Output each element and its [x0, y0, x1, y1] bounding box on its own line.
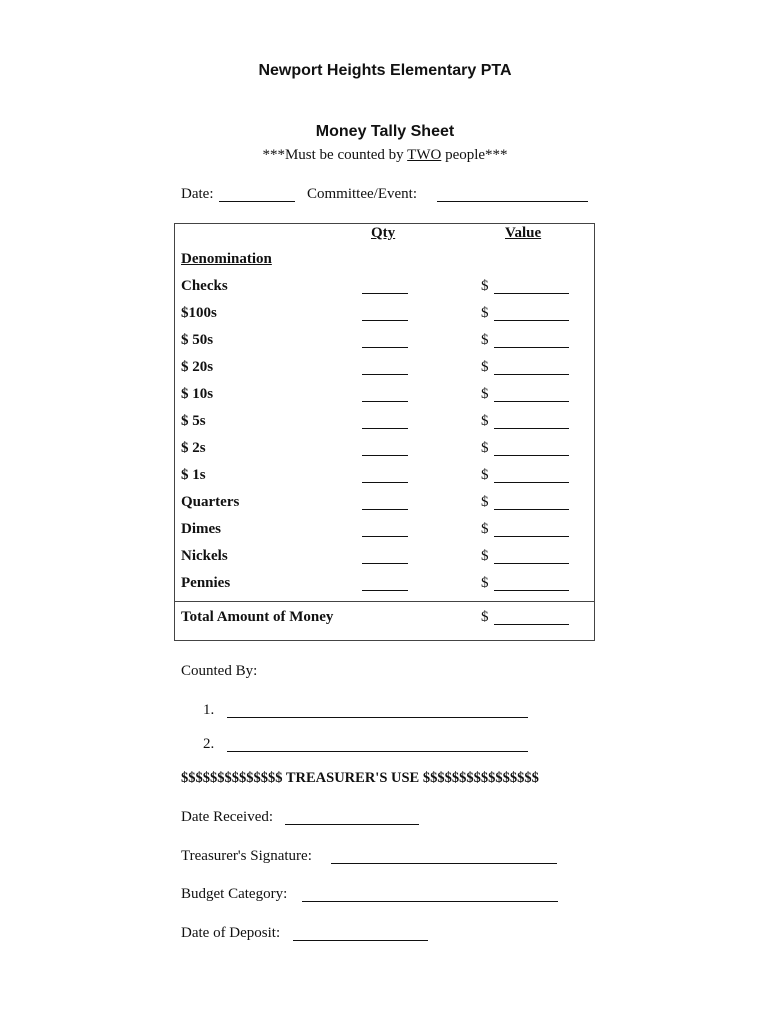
value-field[interactable]: [494, 374, 569, 375]
committee-event-label: Committee/Event:: [307, 186, 417, 202]
denomination-label: Checks: [181, 278, 228, 294]
qty-field[interactable]: [362, 482, 408, 483]
date-of-deposit-field[interactable]: [293, 940, 428, 941]
qty-field[interactable]: [362, 563, 408, 564]
currency-symbol: $: [481, 548, 489, 564]
denomination-label: $ 20s: [181, 359, 214, 375]
denomination-label: Quarters: [181, 494, 240, 510]
counter-1-number: 1.: [203, 702, 215, 718]
value-field[interactable]: [494, 509, 569, 510]
qty-field[interactable]: [362, 509, 408, 510]
denomination-label: $ 5s: [181, 413, 206, 429]
qty-field[interactable]: [362, 428, 408, 429]
counter-1-field[interactable]: [227, 717, 528, 718]
counting-note: [0, 147, 770, 164]
qty-field[interactable]: [362, 374, 408, 375]
currency-symbol: $: [481, 305, 489, 321]
treasurer-use-banner: $$$$$$$$$$$$$$ TREASURER'S USE $$$$$$$$$$$$$$$$: [181, 770, 539, 786]
date-received-field[interactable]: [285, 824, 419, 825]
counting-note-suffix: people***: [441, 147, 508, 163]
tally-total-divider: [174, 601, 595, 602]
total-currency-symbol: $: [481, 609, 489, 625]
value-field[interactable]: [494, 455, 569, 456]
counter-2-field[interactable]: [227, 751, 528, 752]
total-value-field[interactable]: [494, 624, 569, 625]
qty-field[interactable]: [362, 293, 408, 294]
denomination-label: $ 10s: [181, 386, 214, 402]
treasurer-signature-label: Treasurer's Signature:: [181, 848, 312, 864]
qty-column-header: Qty: [371, 225, 396, 241]
committee-event-field[interactable]: [437, 201, 588, 202]
value-field[interactable]: [494, 428, 569, 429]
value-field[interactable]: [494, 347, 569, 348]
denomination-label: $100s: [181, 305, 217, 321]
qty-field[interactable]: [362, 536, 408, 537]
counter-2-number: 2.: [203, 736, 215, 752]
value-field[interactable]: [494, 401, 569, 402]
date-of-deposit-label: Date of Deposit:: [181, 925, 281, 941]
date-received-label: Date Received:: [181, 809, 274, 825]
currency-symbol: $: [481, 494, 489, 510]
qty-field[interactable]: [362, 590, 408, 591]
currency-symbol: $: [481, 413, 489, 429]
denomination-label: $ 2s: [181, 440, 206, 456]
denomination-label: Nickels: [181, 548, 228, 564]
value-field[interactable]: [494, 293, 569, 294]
value-field[interactable]: [494, 320, 569, 321]
budget-category-field[interactable]: [302, 901, 558, 902]
budget-category-label: Budget Category:: [181, 886, 288, 902]
value-column-header: Value: [505, 225, 542, 241]
denomination-label: Pennies: [181, 575, 231, 591]
treasurer-signature-field[interactable]: [331, 863, 557, 864]
value-field[interactable]: [494, 536, 569, 537]
tally-table: [174, 223, 595, 641]
date-field[interactable]: [219, 201, 295, 202]
counting-note-emphasis: TWO: [407, 147, 442, 163]
currency-symbol: $: [481, 575, 489, 591]
qty-field[interactable]: [362, 455, 408, 456]
value-field[interactable]: [494, 482, 569, 483]
currency-symbol: $: [481, 467, 489, 483]
qty-field[interactable]: [362, 347, 408, 348]
denomination-label: Dimes: [181, 521, 221, 537]
date-label: Date:: [181, 186, 214, 202]
currency-symbol: $: [481, 521, 489, 537]
org-title: Newport Heights Elementary PTA: [258, 62, 512, 79]
denomination-label: $ 50s: [181, 332, 214, 348]
counted-by-label: Counted By:: [181, 663, 258, 679]
qty-field[interactable]: [362, 320, 408, 321]
total-amount-label: Total Amount of Money: [181, 609, 334, 625]
currency-symbol: $: [481, 440, 489, 456]
value-field[interactable]: [494, 563, 569, 564]
sheet-title: Money Tally Sheet: [315, 123, 455, 140]
currency-symbol: $: [481, 278, 489, 294]
denomination-label: $ 1s: [181, 467, 206, 483]
currency-symbol: $: [481, 359, 489, 375]
qty-field[interactable]: [362, 401, 408, 402]
counting-note-prefix: ***Must be counted by: [262, 147, 408, 163]
currency-symbol: $: [481, 332, 489, 348]
value-field[interactable]: [494, 590, 569, 591]
currency-symbol: $: [481, 386, 489, 402]
denomination-column-header: Denomination: [181, 251, 272, 267]
